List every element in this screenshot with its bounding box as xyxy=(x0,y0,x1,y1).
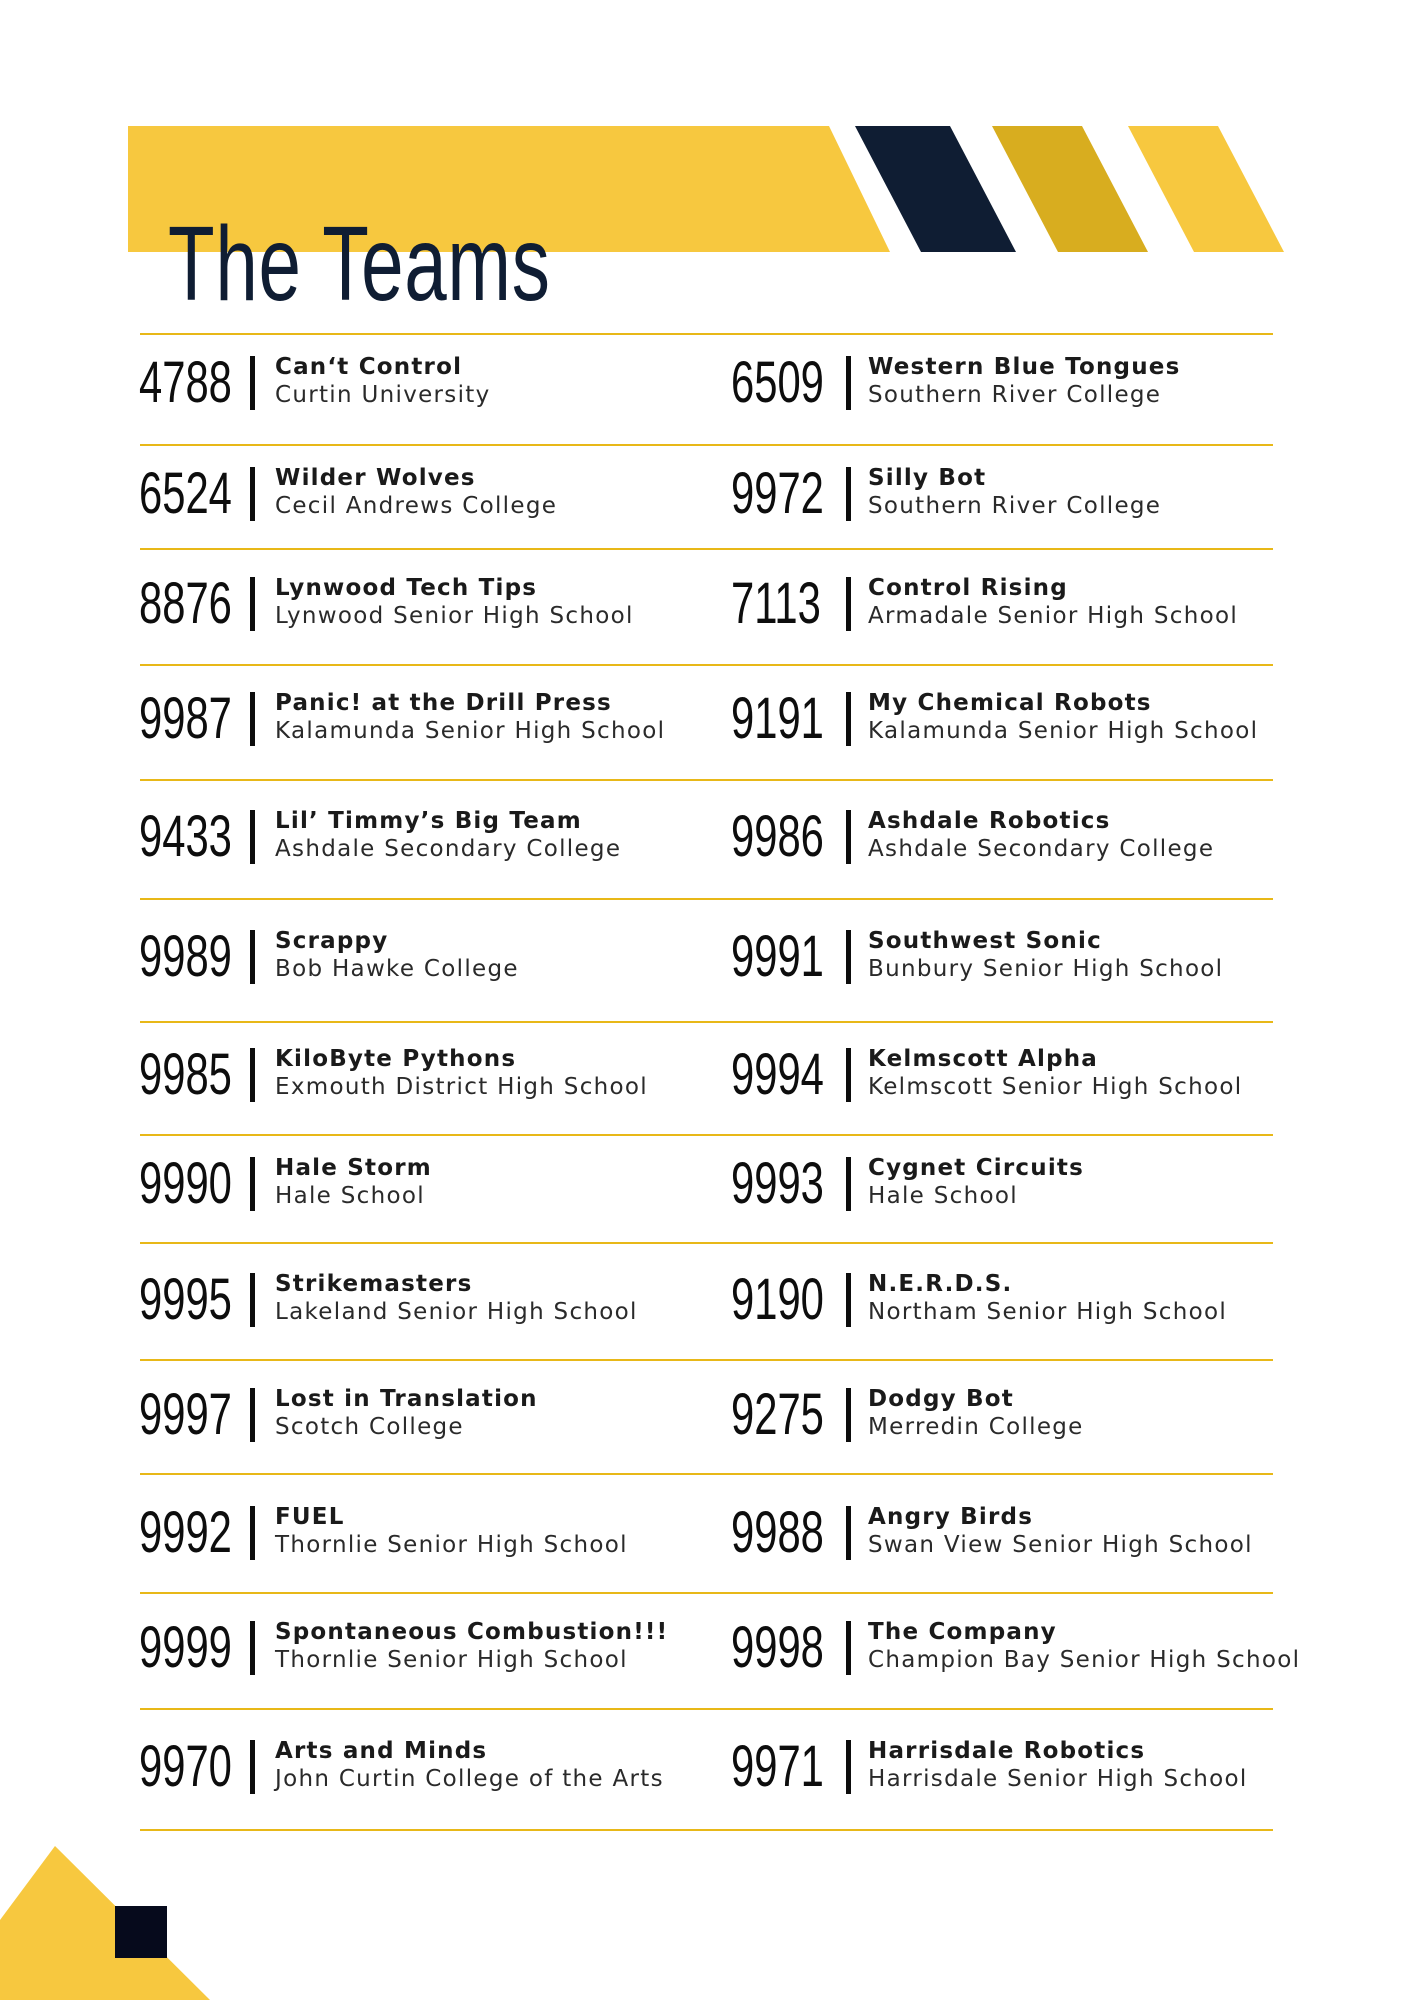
team-number: 9986 xyxy=(731,804,824,869)
team-number: 9971 xyxy=(731,1734,824,1799)
separator-bar xyxy=(846,1740,851,1794)
team-entry xyxy=(731,1144,1291,1224)
team-name: Wilder Wolves xyxy=(275,465,476,491)
team-entry xyxy=(731,917,1291,997)
row-divider xyxy=(140,664,1273,666)
team-name: Southwest Sonic xyxy=(868,928,1102,954)
school-name: Cecil Andrews College xyxy=(275,493,558,519)
team-entry xyxy=(139,454,699,534)
separator-bar xyxy=(846,1273,851,1327)
team-number: 9987 xyxy=(139,686,232,751)
team-name: Kelmscott Alpha xyxy=(868,1046,1099,1072)
team-entry xyxy=(139,1608,699,1688)
school-name: Lakeland Senior High School xyxy=(275,1299,638,1325)
team-entry xyxy=(731,343,1291,423)
team-name: Spontaneous Combustion!!! xyxy=(275,1619,669,1645)
school-name: Hale School xyxy=(868,1183,1018,1209)
team-name: N.E.R.D.S. xyxy=(868,1271,1013,1297)
school-name: Scotch College xyxy=(275,1414,464,1440)
team-entry xyxy=(139,343,699,423)
team-entry xyxy=(731,1608,1301,1688)
team-number: 9988 xyxy=(731,1500,824,1565)
team-number: 9990 xyxy=(139,1151,232,1216)
corner-navy-square xyxy=(115,1906,167,1958)
separator-bar xyxy=(846,1157,851,1211)
team-number: 9985 xyxy=(139,1042,232,1107)
team-entry xyxy=(139,564,699,644)
separator-bar xyxy=(846,1621,851,1675)
school-name: Bob Hawke College xyxy=(275,956,519,982)
team-name: Cygnet Circuits xyxy=(868,1155,1084,1181)
team-number: 9991 xyxy=(731,924,824,989)
team-name: Hale Storm xyxy=(275,1155,432,1181)
banner-yellow-stripe xyxy=(1128,126,1284,252)
team-entry xyxy=(731,1035,1291,1115)
separator-bar xyxy=(250,1048,255,1102)
row-divider xyxy=(140,1708,1273,1710)
row-divider xyxy=(140,1829,1273,1831)
row-divider xyxy=(140,1242,1273,1244)
team-number: 9972 xyxy=(731,461,824,526)
team-entry xyxy=(731,1260,1291,1340)
team-number: 9989 xyxy=(139,924,232,989)
school-name: Merredin College xyxy=(868,1414,1084,1440)
team-number: 9433 xyxy=(139,804,232,869)
separator-bar xyxy=(846,810,851,864)
team-name: Lil’ Timmy’s Big Team xyxy=(275,808,582,834)
school-name: Champion Bay Senior High School xyxy=(868,1647,1301,1673)
team-number: 9997 xyxy=(139,1382,232,1447)
team-name: My Chemical Robots xyxy=(868,690,1152,716)
team-entry xyxy=(731,797,1291,877)
team-number: 9999 xyxy=(139,1615,232,1680)
banner-gold-stripe xyxy=(992,126,1148,252)
separator-bar xyxy=(250,810,255,864)
school-name: Swan View Senior High School xyxy=(868,1532,1253,1558)
team-entry xyxy=(731,1493,1291,1573)
school-name: Harrisdale Senior High School xyxy=(868,1766,1248,1792)
row-divider xyxy=(140,898,1273,900)
row-divider xyxy=(140,548,1273,550)
team-name: The Company xyxy=(868,1619,1057,1645)
separator-bar xyxy=(846,692,851,746)
team-number: 6524 xyxy=(139,461,232,526)
school-name: Southern River College xyxy=(868,493,1162,519)
team-name: Panic! at the Drill Press xyxy=(275,690,612,716)
separator-bar xyxy=(846,577,851,631)
separator-bar xyxy=(250,1388,255,1442)
row-divider xyxy=(140,444,1273,446)
team-entry xyxy=(139,1493,699,1573)
separator-bar xyxy=(250,930,255,984)
team-number: 9275 xyxy=(731,1382,824,1447)
team-entry xyxy=(731,1727,1291,1807)
team-entry xyxy=(139,917,699,997)
school-name: Bunbury Senior High School xyxy=(868,956,1224,982)
team-name: Harrisdale Robotics xyxy=(868,1738,1146,1764)
school-name: Thornlie Senior High School xyxy=(275,1532,628,1558)
row-divider xyxy=(140,779,1273,781)
team-name: Ashdale Robotics xyxy=(868,808,1111,834)
team-entry xyxy=(139,797,699,877)
team-entry xyxy=(139,1144,699,1224)
school-name: Kalamunda Senior High School xyxy=(868,718,1259,744)
separator-bar xyxy=(250,692,255,746)
separator-bar xyxy=(846,467,851,521)
school-name: Kalamunda Senior High School xyxy=(275,718,666,744)
team-number: 9992 xyxy=(139,1500,232,1565)
team-name: Arts and Minds xyxy=(275,1738,488,1764)
school-name: Ashdale Secondary College xyxy=(868,836,1215,862)
separator-bar xyxy=(250,356,255,410)
team-number: 9970 xyxy=(139,1734,232,1799)
separator-bar xyxy=(250,1621,255,1675)
team-number: 9995 xyxy=(139,1267,232,1332)
separator-bar xyxy=(846,1388,851,1442)
team-number: 8876 xyxy=(139,571,232,636)
row-divider xyxy=(140,1473,1273,1475)
school-name: Ashdale Secondary College xyxy=(275,836,622,862)
school-name: Kelmscott Senior High School xyxy=(868,1074,1243,1100)
team-entry xyxy=(139,1260,699,1340)
separator-bar xyxy=(250,467,255,521)
school-name: John Curtin College of the Arts xyxy=(275,1766,664,1792)
row-divider xyxy=(140,1021,1273,1023)
school-name: Armadale Senior High School xyxy=(868,603,1239,629)
school-name: Exmouth District High School xyxy=(275,1074,648,1100)
team-number: 4788 xyxy=(139,350,232,415)
team-entry xyxy=(139,1035,699,1115)
row-divider xyxy=(140,1359,1273,1361)
school-name: Hale School xyxy=(275,1183,425,1209)
separator-bar xyxy=(846,930,851,984)
separator-bar xyxy=(250,577,255,631)
row-divider xyxy=(140,1134,1273,1136)
separator-bar xyxy=(250,1740,255,1794)
row-divider xyxy=(140,1592,1273,1594)
separator-bar xyxy=(846,1506,851,1560)
team-name: Silly Bot xyxy=(868,465,987,491)
team-name: KiloByte Pythons xyxy=(275,1046,517,1072)
team-number: 7113 xyxy=(731,571,821,636)
team-name: Angry Birds xyxy=(868,1504,1034,1530)
team-name: FUEL xyxy=(275,1504,345,1530)
school-name: Southern River College xyxy=(868,382,1162,408)
team-entry xyxy=(731,679,1291,759)
team-number: 9993 xyxy=(731,1151,824,1216)
corner-yellow-triangle xyxy=(0,1846,210,2000)
separator-bar xyxy=(250,1506,255,1560)
team-name: Western Blue Tongues xyxy=(868,354,1181,380)
team-entry xyxy=(731,1375,1291,1455)
team-entry xyxy=(139,1375,699,1455)
team-entry xyxy=(139,1727,699,1807)
corner-decoration xyxy=(0,1840,220,2000)
team-name: Scrappy xyxy=(275,928,389,954)
team-number: 9998 xyxy=(731,1615,824,1680)
team-entry xyxy=(731,454,1291,534)
team-number: 6509 xyxy=(731,350,824,415)
school-name: Curtin University xyxy=(275,382,491,408)
separator-bar xyxy=(250,1157,255,1211)
school-name: Thornlie Senior High School xyxy=(275,1647,628,1673)
team-number: 9994 xyxy=(731,1042,824,1107)
school-name: Lynwood Senior High School xyxy=(275,603,634,629)
team-name: Lost in Translation xyxy=(275,1386,538,1412)
team-name: Can‘t Control xyxy=(275,354,463,380)
team-name: Dodgy Bot xyxy=(868,1386,1014,1412)
school-name: Northam Senior High School xyxy=(868,1299,1228,1325)
separator-bar xyxy=(846,356,851,410)
row-divider xyxy=(140,333,1273,335)
team-number: 9191 xyxy=(731,686,824,751)
team-entry xyxy=(731,564,1291,644)
team-name: Strikemasters xyxy=(275,1271,473,1297)
page-title: The Teams xyxy=(168,205,551,324)
team-name: Control Rising xyxy=(868,575,1068,601)
team-number: 9190 xyxy=(731,1267,824,1332)
team-name: Lynwood Tech Tips xyxy=(275,575,538,601)
separator-bar xyxy=(250,1273,255,1327)
team-entry xyxy=(139,679,699,759)
separator-bar xyxy=(846,1048,851,1102)
